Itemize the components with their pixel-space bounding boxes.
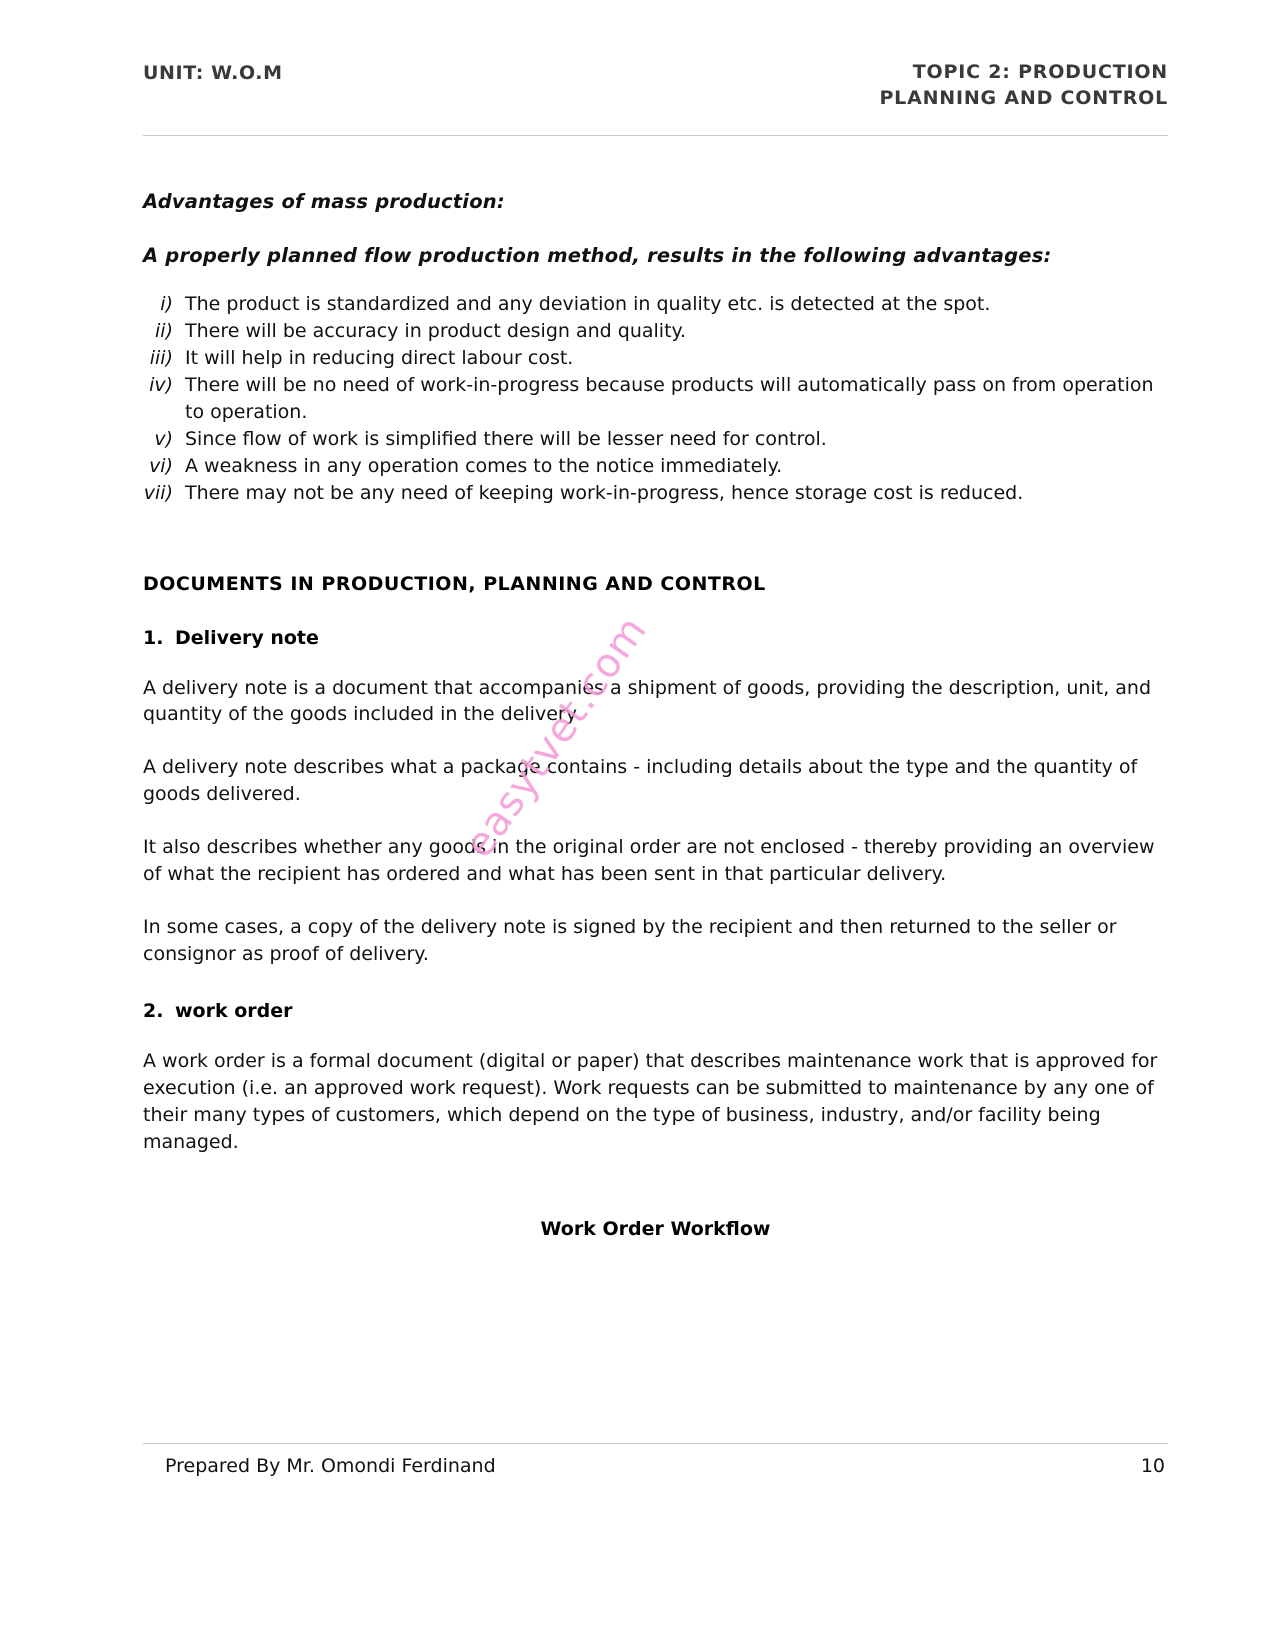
list-item-text: There will be no need of work-in-progress because products will automatically pass on from operation to operation. [185, 373, 1154, 423]
work-order-heading [143, 1000, 1168, 1022]
list-item [143, 426, 1168, 453]
delivery-note-heading [143, 627, 1168, 649]
list-item-marker: vii) [143, 481, 173, 504]
header-topic-line2: PLANNING AND CONTROL [879, 86, 1168, 109]
list-item [143, 345, 1168, 372]
footer-divider [143, 1443, 1168, 1444]
list-item-marker: i) [160, 292, 173, 315]
list-item-text: It will help in reducing direct labour cost. [185, 346, 574, 369]
list-item [143, 453, 1168, 480]
advantages-list [143, 291, 1168, 507]
footer-page-number: 10 [1140, 1455, 1165, 1477]
list-item [143, 480, 1168, 507]
list-item-marker: ii) [155, 319, 173, 342]
documents-section-heading: DOCUMENTS IN PRODUCTION, PLANNING AND CONTROL [143, 572, 766, 595]
page-footer [165, 1455, 1165, 1477]
list-item-marker: v) [154, 427, 173, 450]
list-item-marker: iii) [149, 346, 173, 369]
header-topic-label [879, 60, 1168, 111]
list-item [143, 372, 1168, 426]
document-content [143, 190, 1168, 1240]
list-item-text: There may not be any need of keeping work-in-progress, hence storage cost is reduced. [185, 481, 1024, 504]
delivery-note-title: Delivery note [175, 626, 319, 649]
delivery-note-paragraph-2: A delivery note describes what a package contains - including details about the type and the quantity of goods delivered. [143, 756, 1138, 806]
work-order-title: work order [175, 1000, 293, 1023]
delivery-note-paragraph-1: A delivery note is a document that accompanies a shipment of goods, providing the description, unit, and quantity of the goods included in the delivery [143, 676, 1152, 726]
list-item-text: Since flow of work is simplified there will be lesser need for control. [185, 427, 827, 450]
list-item [143, 291, 1168, 318]
site-watermark: easytvet.com [455, 607, 657, 867]
work-order-number: 2. [143, 1000, 164, 1023]
header-unit-label: UNIT: W.O.M [143, 62, 283, 84]
page-header [143, 60, 1168, 111]
delivery-note-paragraph-3: It also describes whether any goods in the original order are not enclosed - thereby providing an overview of what the recipient has ordered and what has been sent in that particular delivery. [143, 836, 1155, 886]
list-item-marker: iv) [149, 373, 173, 396]
advantages-subheading: A properly planned flow production method, results in the following advantages: [143, 244, 1052, 268]
delivery-note-paragraph-4: In some cases, a copy of the delivery note is signed by the recipient and then returned to the seller or consignor as proof of delivery. [143, 916, 1117, 966]
list-item-text: The product is standardized and any deviation in quality etc. is detected at the spot. [185, 292, 991, 315]
delivery-note-number: 1. [143, 626, 164, 649]
header-divider [143, 135, 1168, 136]
header-topic-line1: TOPIC 2: PRODUCTION [912, 61, 1168, 83]
list-item [143, 318, 1168, 345]
work-order-workflow-heading: Work Order Workflow [540, 1218, 771, 1241]
list-item-text: A weakness in any operation comes to the notice immediately. [185, 454, 783, 477]
list-item-text: There will be accuracy in product design and quality. [185, 319, 687, 342]
footer-prepared-by: Prepared By Mr. Omondi Ferdinand [165, 1455, 496, 1477]
work-order-paragraph-1: A work order is a formal document (digital or paper) that describes maintenance work that is approved for execution (i.e. an approved work request). Work requests can be submitted to maintenance by any one of their many types of customers, which depend on the type of business, industry, and/or facility being managed. [143, 1050, 1158, 1154]
list-item-marker: vi) [149, 454, 173, 477]
advantages-heading: Advantages of mass production: [143, 190, 505, 213]
